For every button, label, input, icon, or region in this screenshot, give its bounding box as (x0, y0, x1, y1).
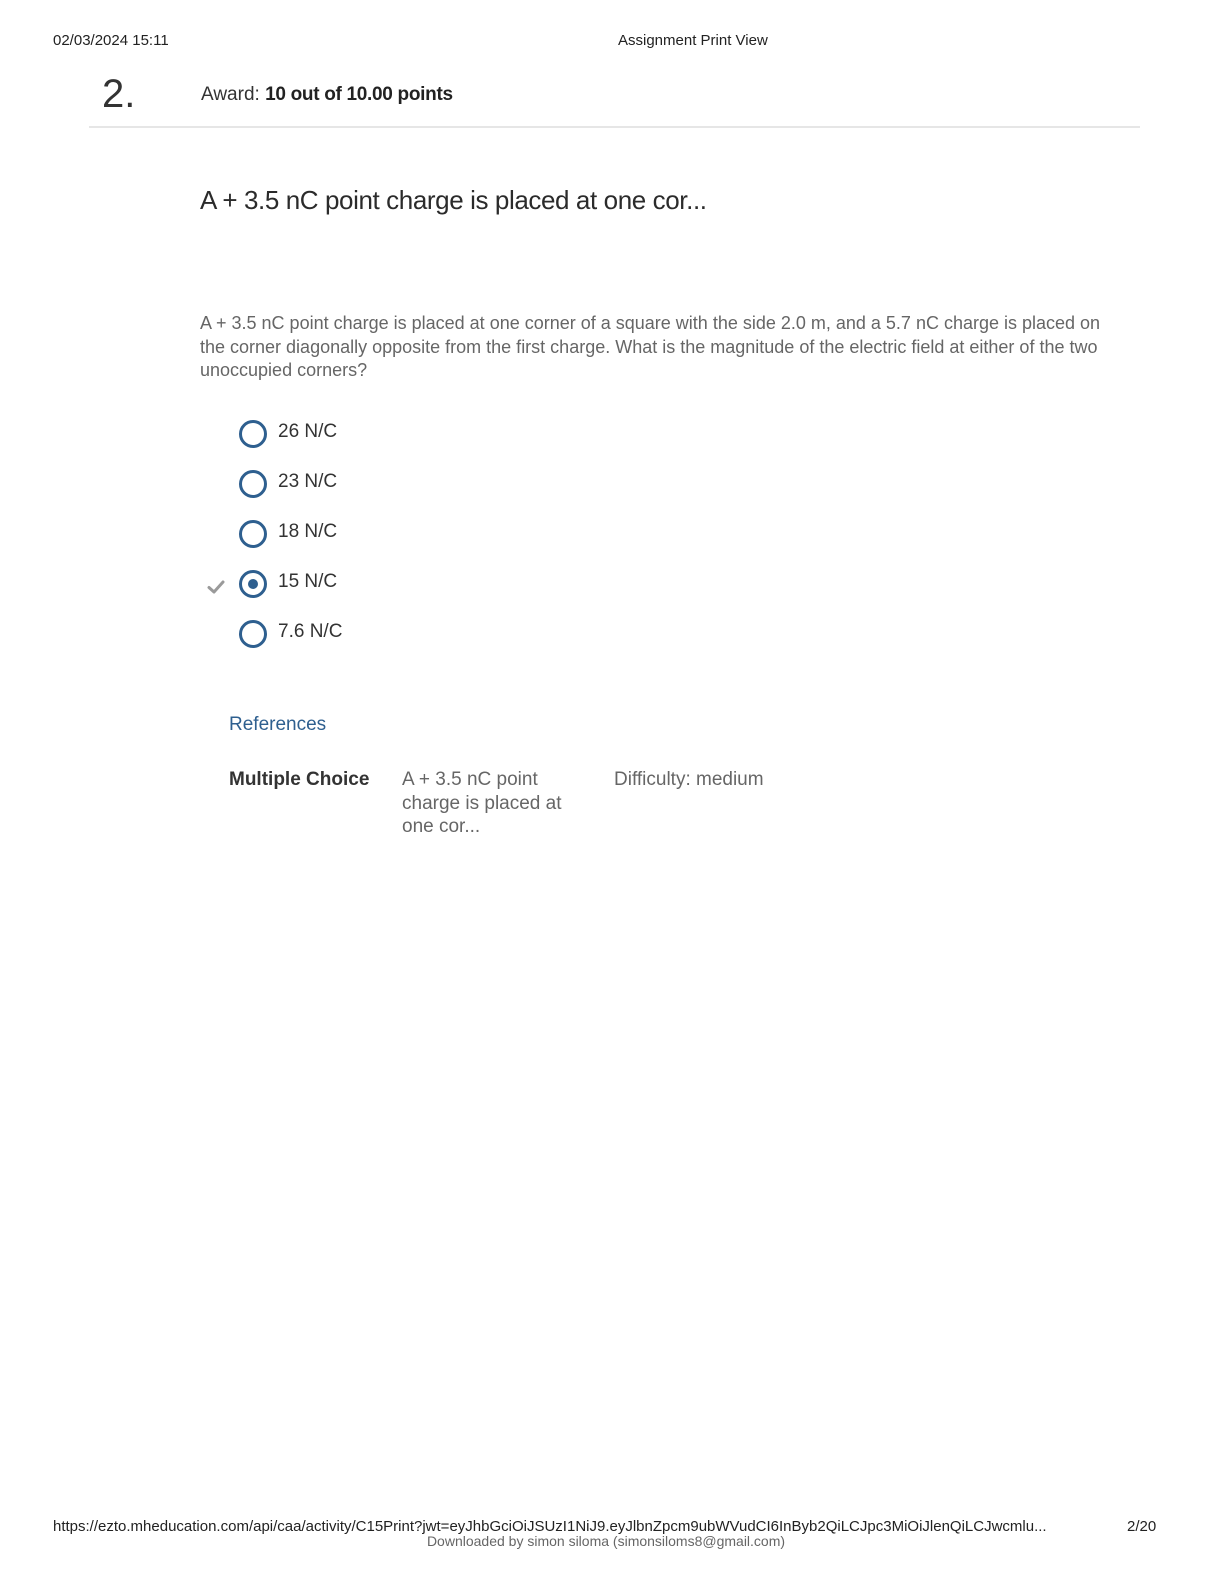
award-line (201, 84, 453, 106)
answer-choices (200, 416, 600, 666)
answer-choice[interactable] (200, 416, 600, 466)
choice-label: 23 N/C (278, 471, 338, 492)
question-heading: A + 3.5 nC point charge is placed at one cor... (200, 185, 707, 215)
radio-empty-icon[interactable] (239, 620, 267, 648)
checkmark-icon (206, 577, 226, 597)
choice-label: 26 N/C (278, 421, 338, 442)
choice-label: 15 N/C (278, 571, 338, 592)
award-value: 10 out of 10.00 points (265, 84, 453, 105)
radio-empty-icon[interactable] (239, 470, 267, 498)
award-label: Award: (201, 84, 260, 105)
question-body: A + 3.5 nC point charge is placed at one corner of a square with the side 2.0 m, and a 5.7 nC charge is placed on the corner diagonally opposite from the first charge. What is the magnitude of the electric field at either of the two unoccupied corners? (200, 313, 1101, 380)
answer-choice[interactable] (200, 466, 600, 516)
answer-choice-selected[interactable] (200, 566, 600, 616)
references-link[interactable]: References (229, 714, 327, 735)
footer-url: https://ezto.mheducation.com/api/caa/activity/C15Print?jwt=eyJhbGciOiJSUzI1NiJ9.eyJlbnZpcm9ubWVudCI6InByb2QiLCJpc3MiOiJlenQiLCJwcmlu... (53, 1518, 1047, 1535)
reference-type: Multiple Choice (229, 769, 370, 790)
radio-selected-icon[interactable] (239, 570, 267, 598)
print-title: Assignment Print View (618, 32, 768, 49)
print-datetime: 02/03/2024 15:11 (53, 32, 169, 49)
question-number: 2. (102, 72, 136, 116)
choice-label: 18 N/C (278, 521, 338, 542)
choice-label: 7.6 N/C (278, 621, 343, 642)
download-notice: Downloaded by simon siloma (simonsiloms8@gmail.com) (426, 1533, 786, 1549)
reference-title: A + 3.5 nC point charge is placed at one cor... (402, 769, 562, 837)
radio-empty-icon[interactable] (239, 420, 267, 448)
page-number: 2/20 (1127, 1518, 1157, 1535)
answer-choice[interactable] (200, 516, 600, 566)
reference-difficulty: Difficulty: medium (614, 769, 764, 790)
answer-choice[interactable] (200, 616, 600, 666)
divider (89, 126, 1140, 128)
radio-dot (248, 579, 258, 589)
radio-empty-icon[interactable] (239, 520, 267, 548)
